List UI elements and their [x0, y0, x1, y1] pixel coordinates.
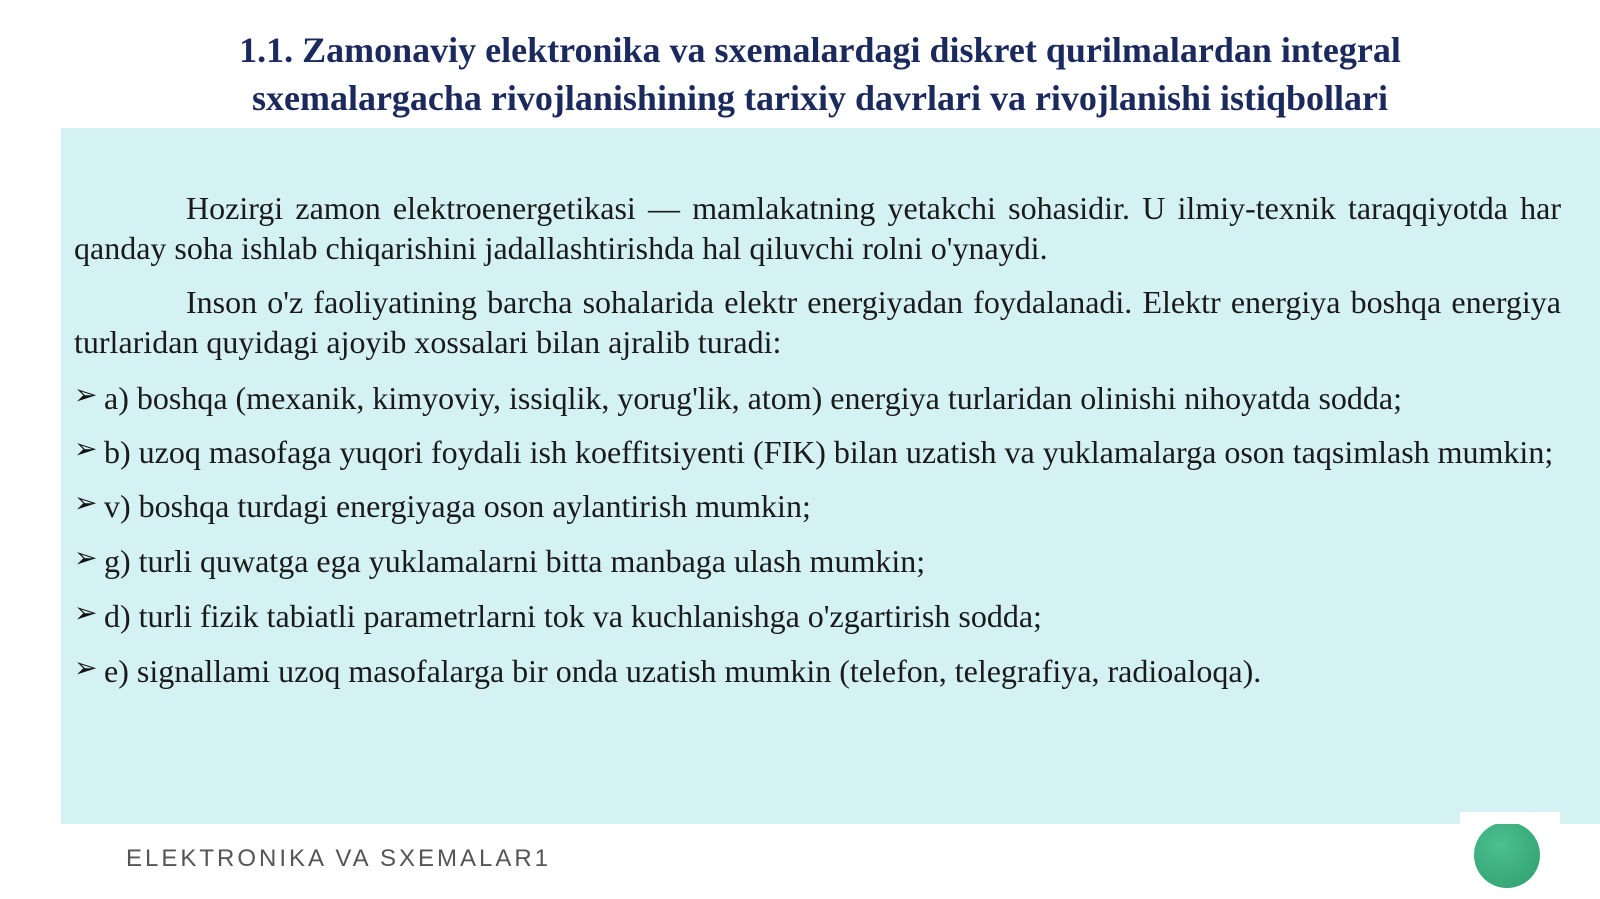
list-item-text: a) boshqa (mexanik, kimyoviy, issiqlik, yorug'lik, atom) energiya turlaridan olinishi nihoyatda sodda; — [104, 380, 1402, 416]
decorative-circle — [1474, 822, 1540, 888]
list-item — [74, 378, 1574, 418]
footer-label: ELEKTRONIKA VA SXEMALAR1 — [126, 845, 552, 872]
title-line-2: sxemalargacha rivojlanishining tarixiy davrlari va rivojlanishi istiqbollari — [251, 78, 1389, 118]
list-item-text: d) turli fizik tabiatli parametrlarni tok va kuchlanishga o'zgartirish sodda; — [104, 598, 1042, 634]
title-line-1: 1.1. Zamonaviy elektronika va sxemalardagi diskret qurilmalardan integral — [239, 30, 1401, 70]
list-item-text: g) turli quwatga ega yuklamalarni bitta manbaga ulash mumkin; — [104, 543, 926, 579]
decorative-divider — [1460, 812, 1560, 824]
arrow-bullet-icon: ➢ — [74, 596, 98, 629]
arrow-bullet-icon: ➢ — [74, 541, 98, 574]
arrow-bullet-icon: ➢ — [74, 486, 98, 519]
list-item — [74, 596, 1574, 636]
arrow-bullet-icon: ➢ — [74, 432, 98, 465]
paragraph-intro: Hozirgi zamon elektroenergetikasi — mamlakatning yetakchi sohasidir. U ilmiy-texnik taraqqiyotda har qanday soha ishlab chiqarishini jadallashtirishda hal qiluvchi rolni o'ynaydi. — [74, 190, 1561, 266]
arrow-bullet-icon: ➢ — [74, 651, 98, 684]
arrow-bullet-icon: ➢ — [74, 378, 98, 411]
list-item-text: b) uzoq masofaga yuqori foydali ish koeffitsiyenti (FIK) bilan uzatish va yuklamalarga oson taqsimlash mumkin; — [104, 434, 1554, 470]
list-item — [74, 432, 1574, 472]
list-item — [74, 651, 1574, 691]
list-item-text: e) signallami uzoq masofalarga bir onda uzatish mumkin (telefon, telegrafiya, radioaloqa). — [104, 653, 1262, 689]
properties-list — [74, 378, 1574, 691]
list-item — [74, 486, 1574, 526]
list-item-text: v) boshqa turdagi energiyaga oson aylantirish mumkin; — [104, 488, 811, 524]
slide-title — [80, 26, 1560, 122]
list-item — [74, 541, 1574, 581]
paragraph-properties: Inson o'z faoliyatining barcha sohalarida elektr energiyadan foydalanadi. Elektr energiya boshqa energiya turlaridan quyidagi ajoyib xossalari bilan ajralib turadi: — [74, 284, 1561, 360]
